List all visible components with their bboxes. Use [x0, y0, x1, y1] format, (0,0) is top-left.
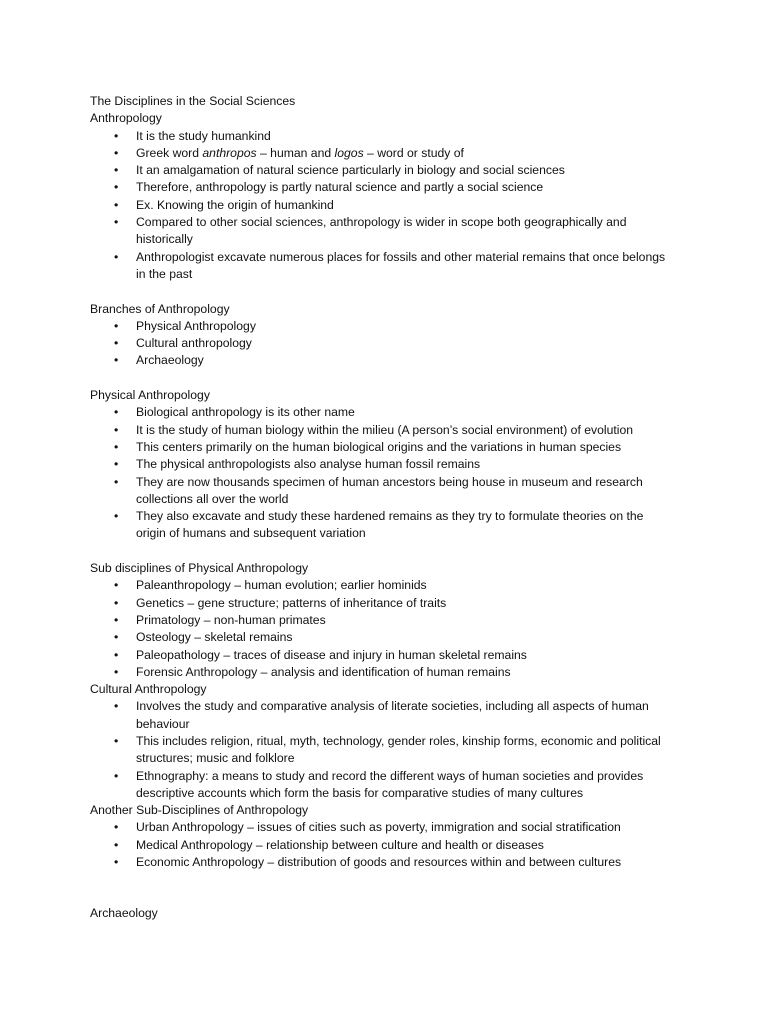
section-heading-sub-disciplines: Sub disciplines of Physical Anthropology [90, 561, 309, 576]
bullet-icon: • [114, 474, 119, 489]
list-item: • Primatology – non-human primates [90, 612, 675, 629]
bullet-icon: • [114, 820, 119, 835]
bullet-icon: • [114, 612, 119, 627]
list-item: • Paleanthropology – human evolution; earlier hominids [90, 577, 675, 594]
list-item: • Therefore, anthropology is partly natural science and partly a social science [90, 179, 675, 196]
physical-list [90, 404, 675, 542]
list-item: • This centers primarily on the human biological origins and the variations in human species [90, 439, 675, 456]
bullet-icon: • [114, 180, 119, 195]
bullet-icon: • [114, 578, 119, 593]
spacer [90, 283, 675, 300]
section-heading-physical: Physical Anthropology [90, 388, 210, 403]
list-item: • This includes religion, ritual, myth, technology, gender roles, kinship forms, economic and political structures; music and folklore [114, 733, 661, 766]
list-item: • It is the study humankind [90, 128, 675, 145]
bullet-icon: • [114, 318, 119, 333]
section-heading-cultural: Cultural Anthropology [90, 682, 207, 697]
document-body [90, 93, 675, 923]
branches-list [90, 318, 675, 370]
bullet-icon: • [114, 405, 119, 420]
anthropology-list [90, 128, 675, 284]
bullet-icon: • [114, 422, 119, 437]
document-title: The Disciplines in the Social Sciences [90, 94, 296, 108]
bullet-icon: • [114, 509, 119, 524]
bullet-icon: • [114, 215, 119, 230]
bullet-icon: • [114, 197, 119, 212]
list-item: • They also excavate and study these hardened remains as they try to formulate theories on the origin of humans and subsequent variation [114, 509, 644, 541]
bullet-icon: • [114, 128, 119, 143]
list-item: • Forensic Anthropology – analysis and identification of human remains [90, 664, 675, 681]
list-item: • Involves the study and comparative analysis of literate societies, including all aspects of human behaviour [114, 699, 649, 731]
bullet-icon: • [114, 353, 119, 368]
sub-disciplines-list [90, 577, 675, 681]
bullet-icon: • [114, 768, 119, 783]
bullet-icon: • [114, 664, 119, 679]
bullet-icon: • [114, 630, 119, 645]
bullet-icon: • [114, 855, 119, 870]
list-item: • Ex. Knowing the origin of humankind [90, 197, 675, 214]
bullet-icon: • [114, 837, 119, 852]
bullet-icon: • [114, 699, 119, 714]
list-item: • Medical Anthropology – relationship between culture and health or diseases [90, 837, 675, 854]
bullet-icon: • [114, 336, 119, 351]
list-item: • Urban Anthropology – issues of cities such as poverty, immigration and social stratification [90, 819, 675, 836]
spacer [90, 543, 675, 560]
list-item: • Ethnography: a means to study and record the different ways of human societies and provides descriptive accounts which form the basis for comparative studies of many cultures [114, 768, 644, 800]
section-heading-archaeology: Archaeology [90, 906, 158, 921]
list-item: • Genetics – gene structure; patterns of inheritance of traits [90, 595, 675, 612]
bullet-icon: • [114, 249, 119, 264]
list-item: • Biological anthropology is its other name [90, 404, 675, 421]
list-item: • Physical Anthropology [90, 318, 675, 335]
bullet-icon: • [114, 439, 119, 454]
list-item: • It is the study of human biology within the milieu (A person’s social environment) of evolution [90, 422, 675, 439]
bullet-icon: • [114, 457, 119, 472]
list-item: • It an amalgamation of natural science particularly in biology and social sciences [90, 162, 675, 179]
section-heading-another-sub-disciplines: Another Sub-Disciplines of Anthropology [90, 803, 309, 818]
bullet-icon: • [114, 163, 119, 178]
list-item: • Paleopathology – traces of disease and injury in human skeletal remains [90, 647, 675, 664]
another-sub-disciplines-list [90, 819, 675, 871]
section-heading-anthropology: Anthropology [90, 111, 162, 126]
list-item: • Cultural anthropology [90, 335, 675, 352]
bullet-icon: • [114, 733, 119, 748]
list-item: • Anthropologist excavate numerous places for fossils and other material remains that once belongs in the past [114, 249, 666, 281]
list-item: • Greek word anthropos – human and logos – word or study of [90, 145, 675, 162]
cultural-list [90, 698, 675, 802]
list-item: • Compared to other social sciences, anthropology is wider in scope both geographically and historically [114, 215, 627, 247]
spacer [90, 871, 675, 905]
list-item: • Economic Anthropology – distribution of goods and resources within and between cultures [90, 854, 675, 871]
section-heading-branches: Branches of Anthropology [90, 301, 230, 316]
bullet-icon: • [114, 145, 119, 160]
list-item: • Osteology – skeletal remains [90, 629, 675, 646]
list-item: • The physical anthropologists also analyse human fossil remains [90, 456, 675, 473]
bullet-icon: • [114, 647, 119, 662]
list-item: • They are now thousands specimen of human ancestors being house in museum and research collections all over the world [114, 474, 643, 506]
list-item: • Archaeology [90, 352, 675, 369]
spacer [90, 370, 675, 387]
bullet-icon: • [114, 595, 119, 610]
